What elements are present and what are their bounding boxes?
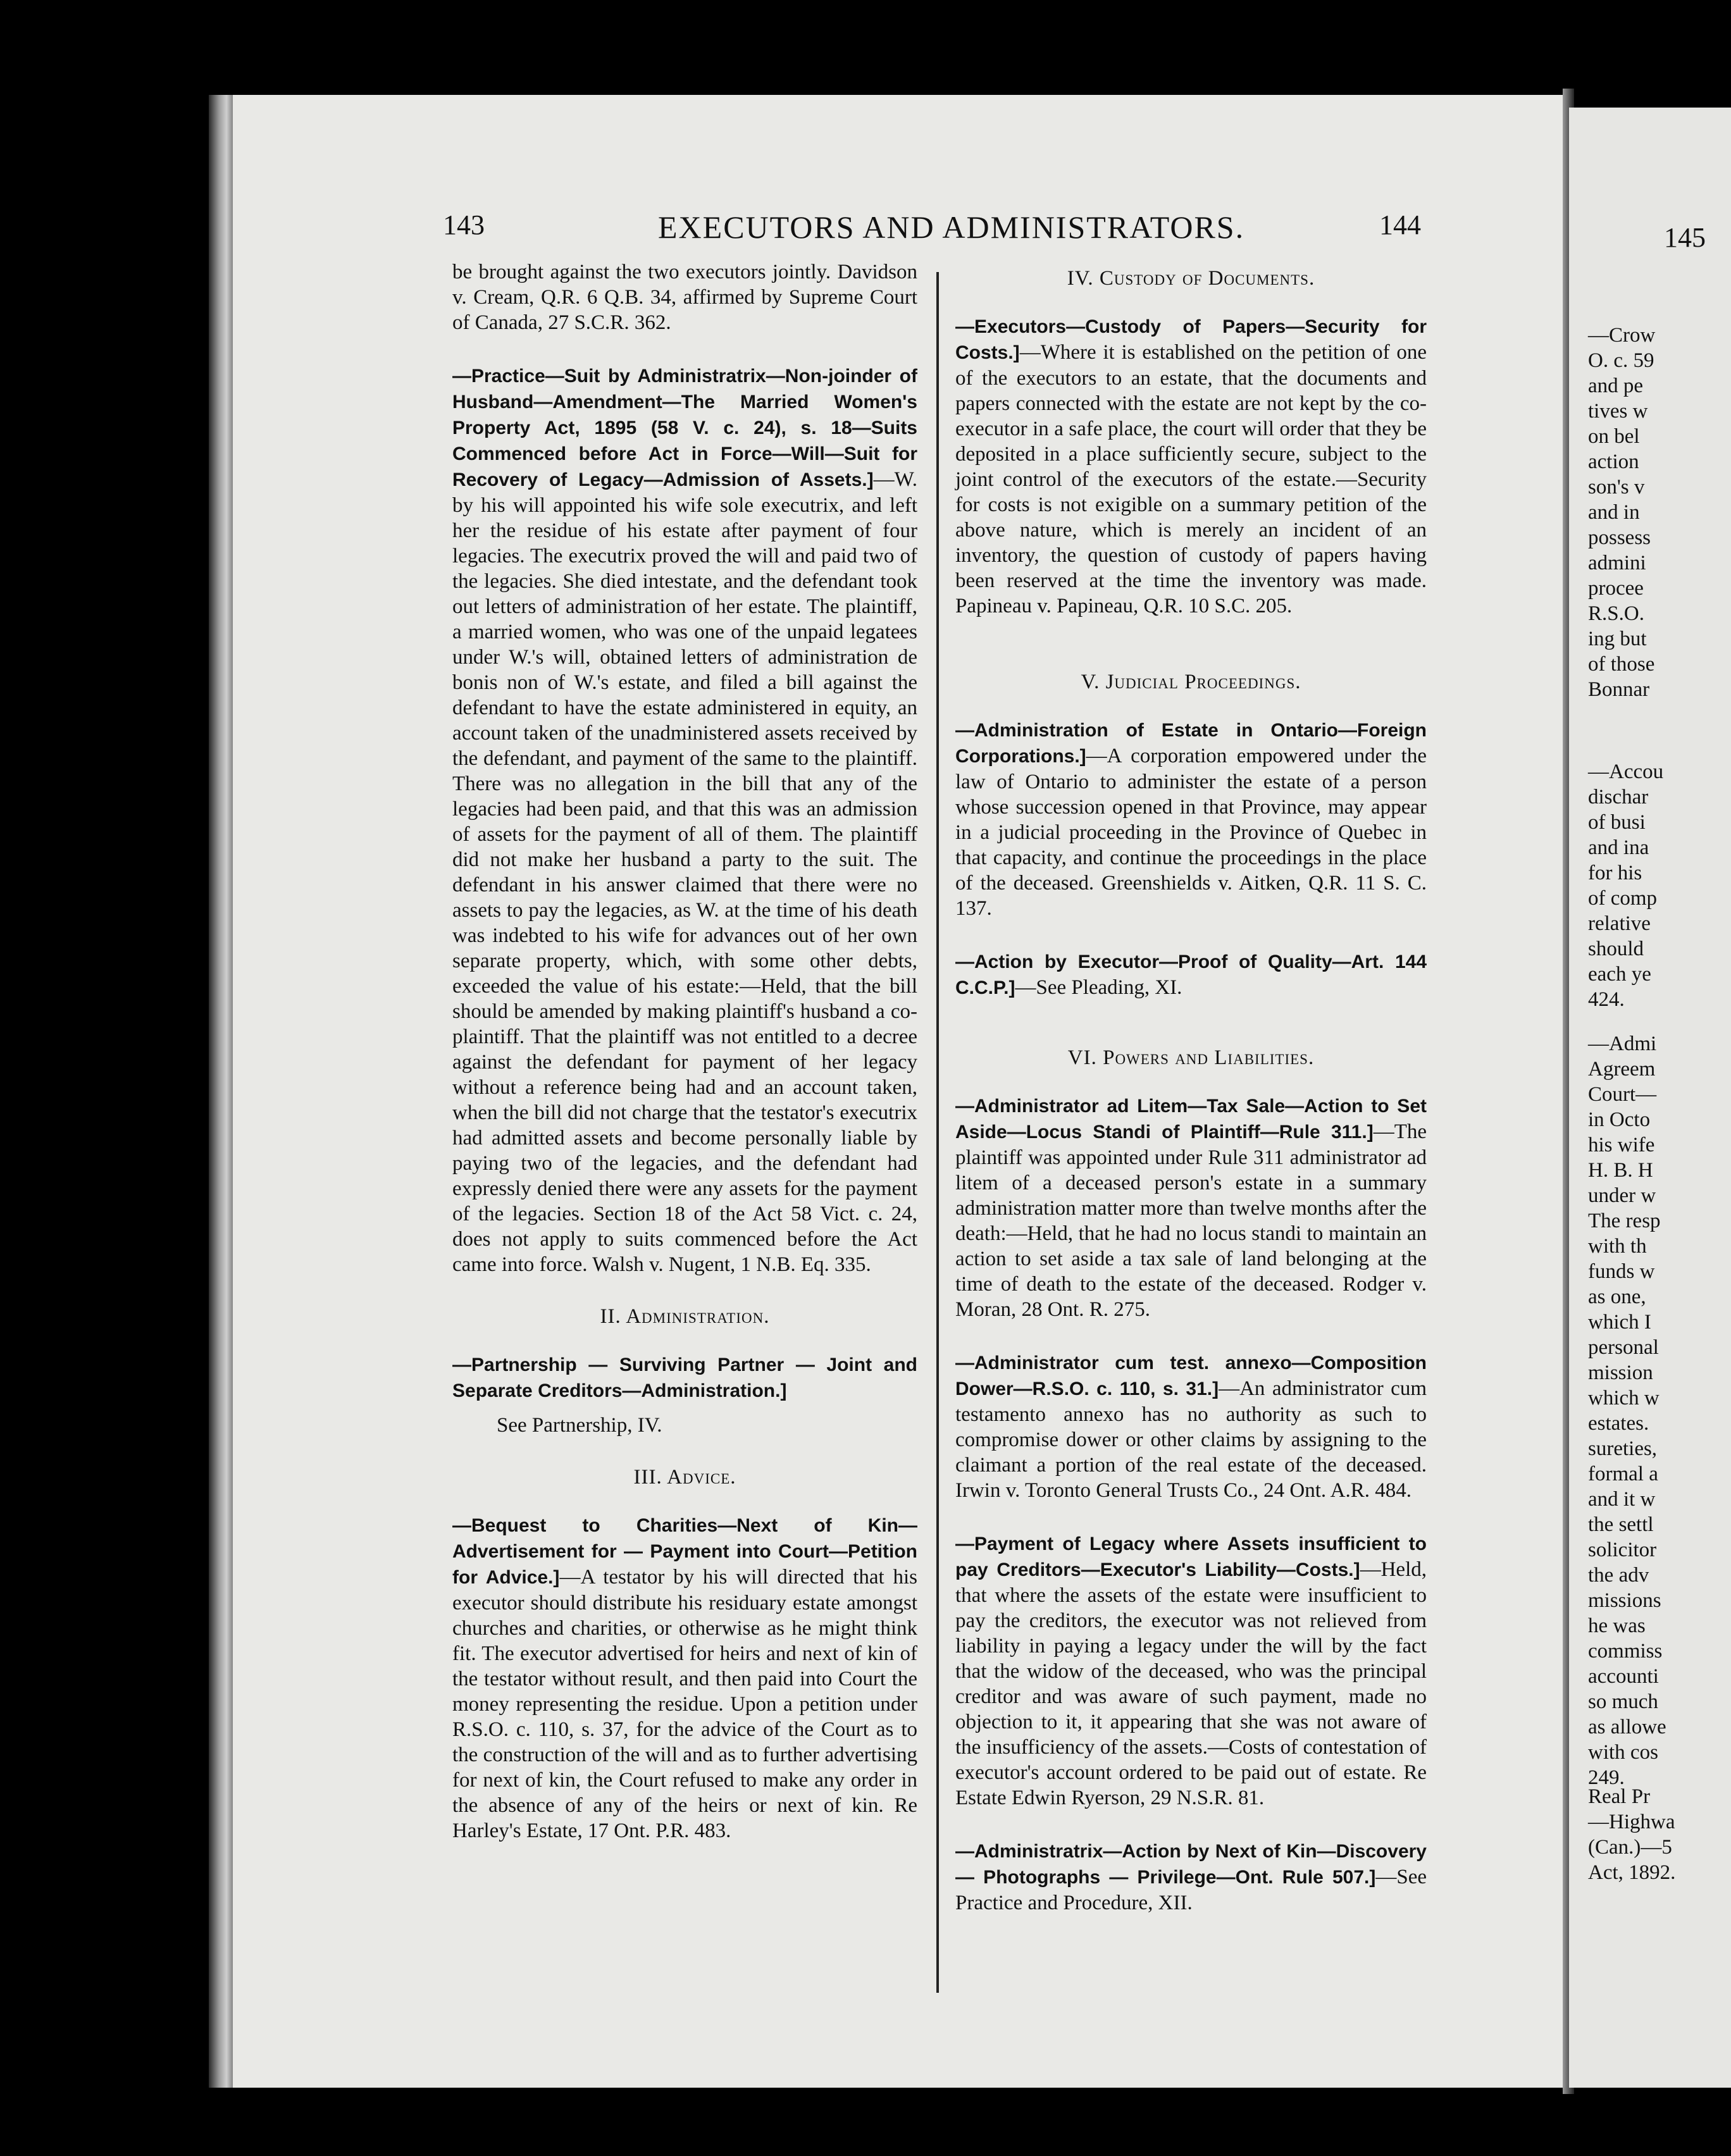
entry-heading: —Administratrix—Action by Next of Kin—Discovery — Photographs — Privilege—Ont. Rule 507.] (955, 1841, 1427, 1888)
entry-body: —W. by his will appointed his wife sole executrix, and left her the residue of his estate after payment of four legacies. The executrix proved the will and paid two of the legacies. She died intestate, and the defendant took out letters of administration of her estate. The plaintiff, a married women, who was one of the unpaid legatees under W.'s will, obtained letters of administration de bonis non of W.'s estate, and filed a bill against the defendant to have the estate administered in equity, an account taken of the unadministered assets received by the defendant, and payment of the same to the plaintiff. There was no allegation in the bill that any of the legacies had been paid, and that this was an admission of assets for the payment of all of them. The plaintiff did not make her husband a party to the suit. The defendant in his answer claimed that there were no assets to pay the legacies, as W. at the time of his death was indebted to his wife for advances out of her own separate property, which, with some other debts, exceeded the value of his estate:—Held, that the bill should be amended by making plaintiff's husband a co-plaintiff. That the plaintiff was not entitled to a decree against the defendant for payment of her legacy without a reference being had and an account taken, when the bill did not charge that the testator's executrix had admitted assets and become personally liable by paying two of the legacies, and the defendant had expressly denied there were any assets for the payment of the legacies. Section 18 of the Act 58 Vict. c. 24, does not apply to suits commenced before the Act came into force. Walsh v. Nugent, 1 N.B. Eq. 335. (452, 468, 917, 1276)
next-page-line: which w (1588, 1387, 1660, 1409)
next-page-line: the adv (1588, 1564, 1649, 1587)
next-page-line: ing but (1588, 628, 1647, 650)
next-page-line: mission (1588, 1361, 1653, 1384)
entry-body: —Held, that where the assets of the estate were insufficient to pay the creditors, the executor was not relieved from liability in paying a legacy under the will by the fact that the widow of the deceased, who was the principal creditor and was aware of such payment, made no objection to it, it appearing that she was not aware of the insufficiency of the assets.—Costs of contestation of executor's account ordered to be paid out of estate. Re Estate Edwin Ryerson, 29 N.S.R. 81. (955, 1558, 1427, 1809)
next-page-line: and ina (1588, 836, 1649, 859)
next-page-line: tives w (1588, 400, 1648, 423)
next-page-line: each ye (1588, 963, 1651, 986)
right-page-number: 144 (1379, 209, 1421, 240)
next-page-line: possess (1588, 526, 1651, 549)
next-page-line: funds w (1588, 1260, 1655, 1283)
entry (955, 314, 1427, 619)
entry-heading: —Practice—Suit by Administratrix—Non-joinder of Husband—Amendment—The Married Women's Property Act, 1895 (58 V. c. 24), s. 18—Suits Commenced before Act in Force—Will—Suit for Recovery of Legacy—Admission of Assets.] (452, 366, 917, 490)
entry-body: —See Practice and Procedure, XII. (955, 1866, 1427, 1914)
section-heading: IV. Custody of Documents. (1067, 267, 1315, 290)
next-page-line: H. B. H (1588, 1159, 1653, 1182)
left-column (452, 259, 917, 1852)
left-page-number: 143 (443, 209, 485, 240)
running-title: EXECUTORS AND ADMINISTRATORS. (658, 209, 1245, 245)
entry-heading: —Payment of Legacy where Assets insufficient to pay Creditors—Executor's Liability—Costs.] (955, 1533, 1427, 1580)
next-page-line: Agreem (1588, 1058, 1656, 1081)
section-heading: II. Administration. (600, 1305, 770, 1328)
entry-heading: —Partnership — Surviving Partner — Joint and Separate Creditors—Administration.] (452, 1354, 917, 1401)
next-page-line: in Octo (1588, 1108, 1651, 1131)
next-page-line: and in (1588, 501, 1640, 524)
column-divider (936, 272, 939, 1993)
next-page-line: the settl (1588, 1513, 1654, 1536)
next-page-line: action (1588, 450, 1639, 473)
next-page-line: with th (1588, 1235, 1647, 1258)
next-page-line: on bel (1588, 425, 1640, 448)
entry (955, 949, 1427, 1001)
next-page-line: of busi (1588, 811, 1646, 834)
next-page-line: —Admi (1588, 1032, 1657, 1055)
next-page-line: and it w (1588, 1488, 1656, 1511)
entry (452, 1352, 917, 1404)
entry (955, 1350, 1427, 1503)
entry (955, 1093, 1427, 1322)
next-page-line: son's v (1588, 476, 1645, 499)
next-page-line: solicitor (1588, 1539, 1657, 1561)
next-page-line: The resp (1588, 1210, 1661, 1232)
next-page-line: 249. (1588, 1766, 1625, 1789)
right-column (955, 259, 1427, 1924)
next-page-line: with cos (1588, 1741, 1658, 1764)
next-page-line: and pe (1588, 375, 1644, 397)
paragraph: be brought against the two executors jointly. Davidson v. Cream, Q.R. 6 Q.B. 34, affirmed by Supreme Court of Canada, 27 S.C.R. 362. (452, 261, 917, 334)
next-page-number: 145 (1664, 222, 1706, 253)
next-page-line: admini (1588, 552, 1646, 574)
entry (955, 1838, 1427, 1916)
next-page-block (1588, 759, 1731, 1012)
next-page-line: of those (1588, 653, 1655, 676)
next-page-line: estates. (1588, 1412, 1649, 1435)
entry (955, 1531, 1427, 1811)
next-page-line: personal (1588, 1336, 1659, 1359)
section-heading: III. Advice. (633, 1466, 736, 1489)
entry (452, 1513, 917, 1843)
next-page-line: his wife (1588, 1134, 1655, 1156)
next-page-line: —Highwa (1588, 1811, 1675, 1833)
entry-heading: —Administration of Estate in Ontario—Foreign Corporations.] (955, 720, 1427, 767)
next-page-line: 424. (1588, 988, 1625, 1011)
next-page-line: procee (1588, 577, 1644, 600)
next-page-line: under w (1588, 1184, 1656, 1207)
next-page-line: sureties, (1588, 1437, 1658, 1460)
cross-reference: See Partnership, IV. (497, 1414, 662, 1437)
entry-heading: —Action by Executor—Proof of Quality—Art. 144 C.C.P.] (955, 951, 1427, 998)
next-page-line: accounti (1588, 1665, 1659, 1688)
next-page-line: missions (1588, 1589, 1661, 1612)
entry-body: —An administrator cum testamento annexo has no authority as such to compromise dower or other claims by assigning to the claimant a portion of the real estate of the deceased. Irwin v. Toronto General Trusts Co., 24 Ont. A.R. 484. (955, 1377, 1427, 1502)
next-page-block (1588, 1784, 1731, 1885)
next-page-line: he was (1588, 1614, 1646, 1637)
next-page-line: commiss (1588, 1640, 1663, 1663)
page-145-fragment (1569, 108, 1731, 2088)
section-heading: VI. Powers and Liabilities. (1067, 1046, 1315, 1069)
entry (452, 363, 917, 1277)
next-page-line: (Can.)—5 (1588, 1836, 1672, 1859)
next-page-line: —Crow (1588, 324, 1656, 347)
section-heading: V. Judicial Proceedings. (1081, 671, 1301, 693)
next-page-line: R.S.O. (1588, 602, 1644, 625)
next-page-line: as one, (1588, 1286, 1646, 1308)
next-page-line: Bonnar (1588, 678, 1650, 701)
next-page-line: Act, 1892. (1588, 1861, 1676, 1884)
entry-body: —A corporation empowered under the law of Ontario to administer the estate of a person whose succession opened in that Province, may appear in a judicial proceeding in the Province of Quebec in that capacity, and continue the proceedings in the place of the deceased. Greenshields v. Aitken, Q.R. 11 S. C. 137. (955, 745, 1427, 920)
next-page-line: O. c. 59 (1588, 349, 1654, 372)
entry-heading: —Administrator cum test. annexo—Composition Dower—R.S.O. c. 110, s. 31.] (955, 1353, 1427, 1399)
entry (955, 717, 1427, 921)
next-page-line: which I (1588, 1311, 1651, 1334)
entry-heading: —Executors—Custody of Papers—Security for Costs.] (955, 316, 1427, 363)
next-page-line: as allowe (1588, 1716, 1666, 1738)
next-page-line: for his (1588, 862, 1642, 884)
next-page-line: —Accou (1588, 760, 1664, 783)
next-page-line: should (1588, 938, 1644, 960)
book-edge (209, 95, 234, 2088)
next-page-line: formal a (1588, 1463, 1658, 1485)
next-page-line: Court— (1588, 1083, 1657, 1106)
entry-body: —Where it is established on the petition of one of the executors to an estate, that the documents and papers connected with the estate are not kept by the co-executor in a safe place, the court will order that they be deposited in a place sufficiently secure, subject to the joint control of the executors of the estate.—Security for costs is not exigible on a summary petition of the above nature, which is merely an incident of an inventory, the question of custody of papers having been reserved at the time the inventory was made. Papineau v. Papineau, Q.R. 10 S.C. 205. (955, 341, 1427, 617)
next-page-line: so much (1588, 1690, 1658, 1713)
next-page-line: of comp (1588, 887, 1658, 910)
entry-body: —A testator by his will directed that his executor should distribute his residuary estate amongst churches and charities, or otherwise as he might think fit. The executor advertised for heirs and next of kin of the testator without result, and then paid into Court the money representing the residue. Upon a petition under R.S.O. c. 110, s. 37, for the advice of the Court as to the construction of the will and as to further advertising for next of kin, the Court refused to make any order in the absence of any of the heirs or next of kin. Re Harley's Estate, 17 Ont. P.R. 483. (452, 1566, 917, 1842)
entry-heading: —Bequest to Charities—Next of Kin—Advertisement for — Payment into Court—Petition for Advice.] (452, 1515, 917, 1588)
next-page-line: relative (1588, 912, 1651, 935)
entry-body: —The plaintiff was appointed under Rule 311 administrator ad litem of a deceased person's estate in a summary administration matter more than twelve months after the death:—Held, that he had no locus standi to maintain an action to set aside a tax sale of land belonging at the time of death to the estate of the deceased. Rodger v. Moran, 28 Ont. R. 275. (955, 1120, 1427, 1321)
entry-body: —See Pleading, XI. (1015, 976, 1182, 999)
next-page-block (1588, 1031, 1731, 1790)
running-header (443, 209, 1556, 259)
next-page-line: dischar (1588, 786, 1649, 808)
next-page-block (1588, 323, 1731, 702)
entry-heading: —Administrator ad Litem—Tax Sale—Action to Set Aside—Locus Standi of Plaintiff—Rule 311.] (955, 1096, 1427, 1143)
next-page-line: Real Pr (1588, 1785, 1651, 1808)
